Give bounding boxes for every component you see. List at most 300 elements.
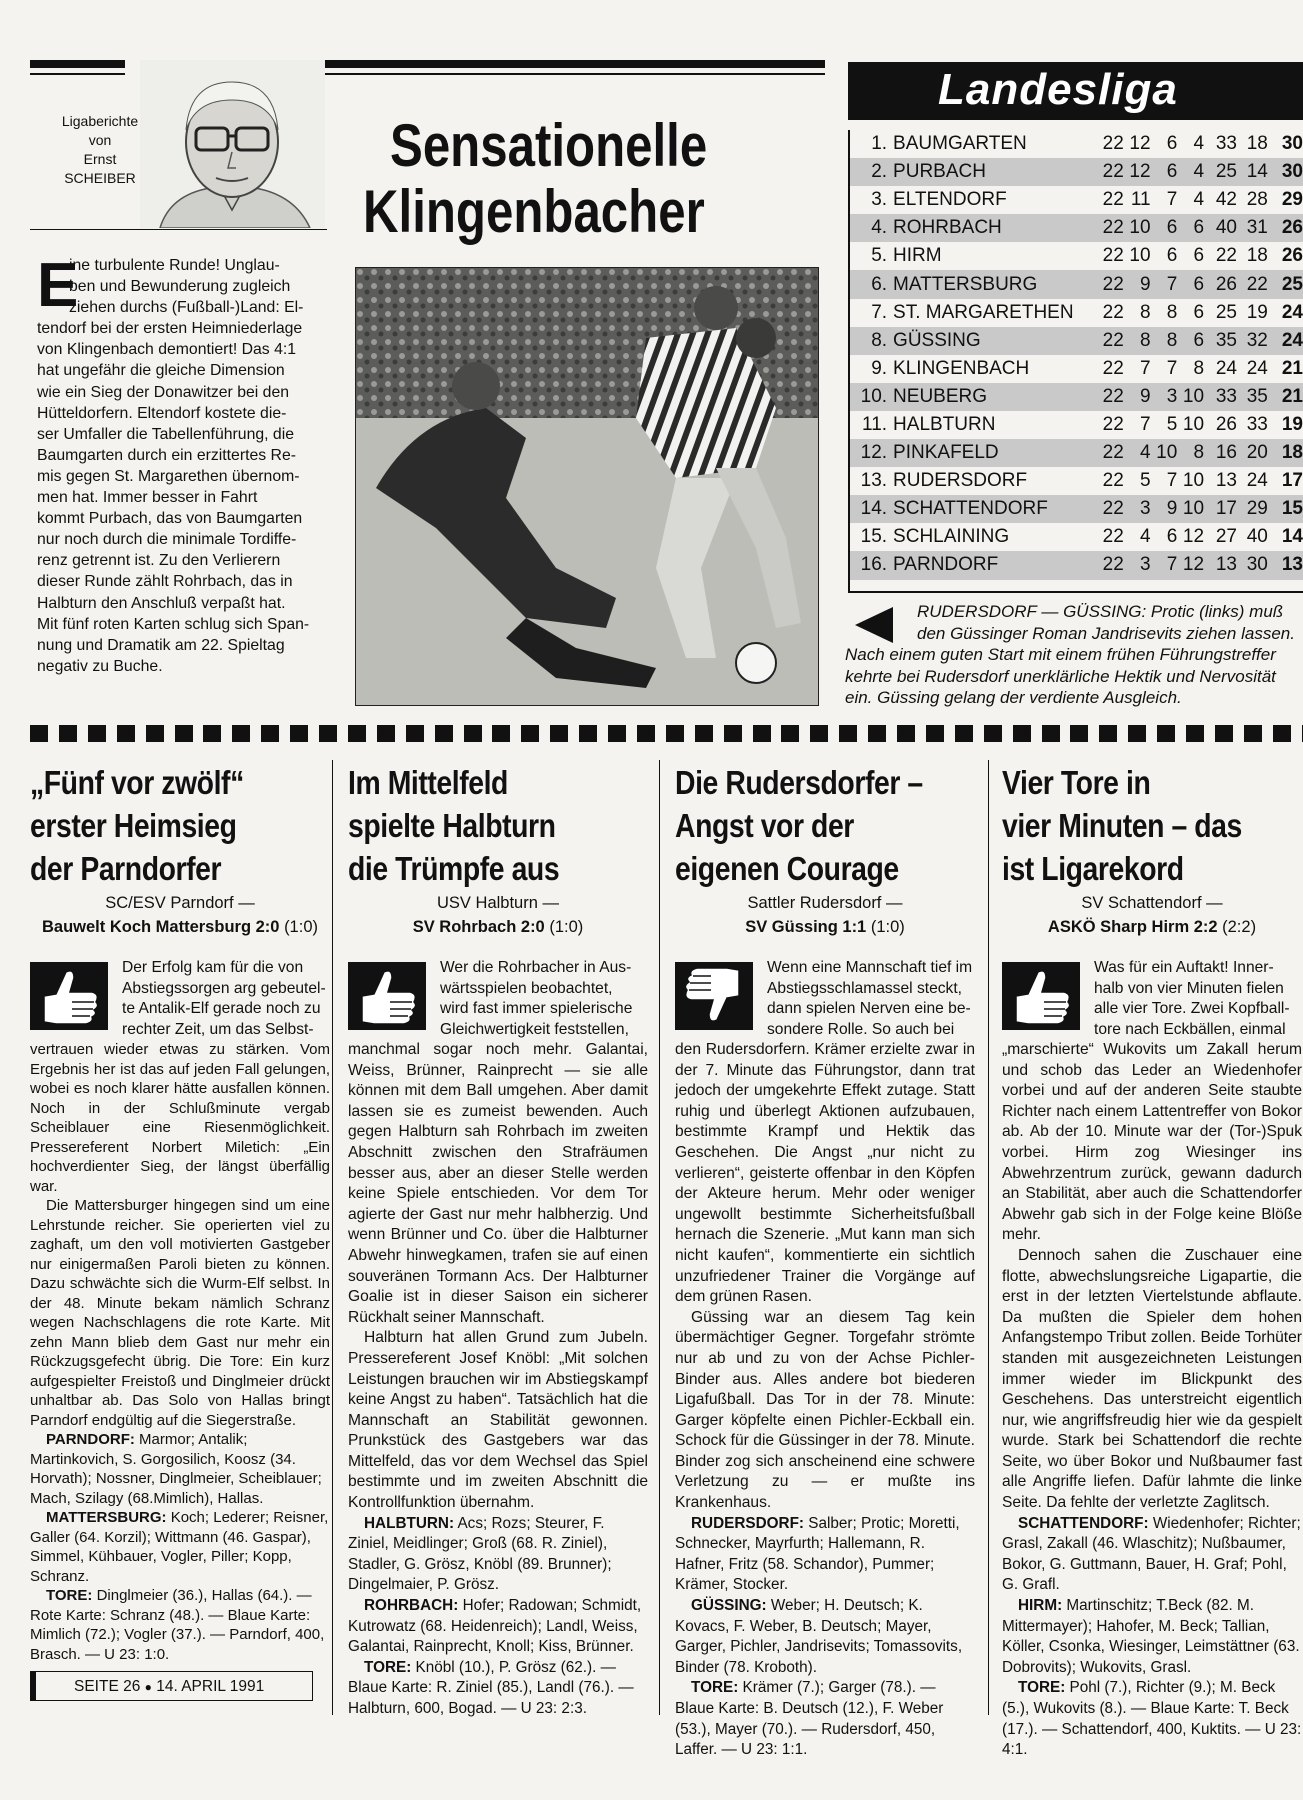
- standings-row: [850, 383, 1303, 411]
- intro-line: Hütteldorfern. Eltendorf kostete die-: [37, 404, 287, 422]
- standings-w: 10: [1129, 245, 1151, 267]
- standings-d: 7: [1151, 551, 1178, 579]
- article-paragraph: „marschierte“ Wukovits um Zakall herum und schob das Leder an Wiedenhofer vorbei und auf der anderen Seite staubte Richter nach einem Lattentreffer von Bokor ab. Ab der 10. Minute war der (Tor-)Spuk vorbei. Hirm zog Wiesinger ins Abwehrzentrum zurück, gewann dadurch an Stabilität, aber auch die Schattendorfer Abwehr gab sich in der Folge keine Blöße mehr.: [1002, 1041, 1302, 1244]
- separator-square: [261, 725, 279, 742]
- intro-text: [37, 251, 327, 677]
- standings-gf: 27: [1215, 526, 1237, 548]
- article-lead: [440, 958, 648, 1040]
- separator-square: [146, 725, 164, 742]
- standings-row: [850, 186, 1303, 214]
- standings-ga: 24: [1246, 470, 1268, 492]
- standings-l: 4: [1193, 189, 1205, 211]
- separator-square: [897, 725, 915, 742]
- caption-line: RUDERSDORF — GÜSSING: Protic (links) muß: [917, 602, 1284, 621]
- article-lead-line: Abstiegssorgen arg gebeutel-: [122, 979, 326, 997]
- standings-pts: 19: [1281, 413, 1303, 435]
- standings-gf: 25: [1215, 301, 1237, 323]
- intro-line: hat ungefähr die gleiche Dimension: [37, 362, 285, 380]
- match-result-line: [675, 915, 975, 939]
- standings-team: ST. MARGARETHEN: [893, 301, 1074, 323]
- separator-square: [1070, 725, 1088, 742]
- standings-d: 7: [1151, 270, 1178, 298]
- league-table: [848, 130, 1303, 593]
- standings-w: 4: [1124, 439, 1151, 467]
- intro-line: wie ein Sieg der Donawitzer bei den: [37, 383, 290, 401]
- separator-square: [435, 725, 453, 742]
- standings-pts: 25: [1268, 270, 1303, 298]
- standings-g: 22: [1089, 551, 1124, 579]
- standings-g: 22: [1102, 413, 1124, 435]
- thumbs-down-icon: [675, 962, 753, 1030]
- article-lead-line: Wenn eine Mannschaft tief im: [767, 959, 973, 976]
- standings-ga: 24: [1246, 357, 1268, 379]
- standings-row: [850, 551, 1303, 579]
- standings-team: RUDERSDORF: [893, 470, 1028, 492]
- separator-square: [810, 725, 828, 742]
- standings-pts: 21: [1268, 383, 1303, 411]
- article-lead-line: Abstiegsschlamassel steckt,: [767, 979, 962, 997]
- standings-rank: 12.: [850, 439, 887, 467]
- separator-square: [1099, 725, 1117, 742]
- bullet: ●: [144, 1680, 152, 1694]
- standings-l: 10: [1182, 413, 1205, 435]
- article-lead-line: Was für ein Auftakt! Inner-: [1094, 959, 1274, 976]
- standings-rank: 14.: [850, 495, 887, 523]
- photo-caption: [845, 601, 1303, 709]
- caption-line: ein. Güssing gelang der verdiente Ausgleich.: [845, 688, 1182, 707]
- article-headline-line: Im Mittelfeld: [348, 764, 508, 801]
- standings-pts: 24: [1268, 327, 1303, 355]
- standings-team: BAUMGARTEN: [893, 133, 1027, 155]
- article-paragraph: vertrauen wieder etwas zu stärken. Vom Ergebnis her ist das auf jeden Fall gelungen, wobei es noch klarer hätte ausfallen können. Noch in der Schlußminute vergab Scheiblauer eine Riesenmöglichkeit. Pressereferent Norbert Miletich: „Ein hochverdienter Sieg, der längst überfällig war.: [30, 1041, 330, 1195]
- article-paragraph: Halbturn hat allen Grund zum Jubeln. Pressereferent Josef Knöbl: „Mit solchen Leistungen brauchen wir im Abstiegskampf keine Angst zu haben“. Tatsächlich hat die Mannschaft an Stabilität gewonnen. Prunkstück des Gastgebers war das Mittelfeld, das vor dem Wechsel das Spiel bestimmte und im zweiten Abschnitt die Kontrollfunktion übernahm.: [348, 1329, 648, 1512]
- separator-square: [117, 725, 135, 742]
- standings-rank: 1.: [871, 133, 888, 155]
- standings-ga: 14: [1237, 158, 1268, 186]
- article-headline-line: vier Minuten – das: [1002, 807, 1242, 844]
- standings-l: 6: [1193, 301, 1205, 323]
- standings-pts: 21: [1281, 357, 1303, 379]
- byline: [50, 112, 150, 188]
- standings-rank: 7.: [871, 301, 888, 323]
- article-headline-line: Die Rudersdorfer –: [675, 764, 923, 801]
- article-lead-line: wird fast immer spielerische: [440, 1000, 633, 1018]
- separator-square: [666, 725, 684, 742]
- article-lead-line: alle vier Tore. Zwei Kopfball-: [1094, 1000, 1290, 1018]
- standings-rank: 6.: [850, 270, 887, 298]
- standings-d: 10: [1151, 439, 1178, 467]
- standings-gf: 40: [1204, 214, 1237, 242]
- intro-line: ziehen durchs (Fußball-)Land: El-: [69, 299, 304, 317]
- intro-line: nung und Dramatik am 22. Spieltag: [37, 636, 285, 654]
- standings-rank: 11.: [862, 413, 888, 435]
- match-teams-line: USV Halbturn —: [437, 894, 559, 912]
- intro-line: dieser Runde zählt Rohrbach, das in: [37, 573, 293, 591]
- thumbs-up-icon: [1002, 962, 1080, 1030]
- issue-date: 14. APRIL 1991: [156, 1678, 265, 1695]
- author-portrait: [140, 60, 325, 228]
- standings-d: 9: [1151, 495, 1178, 523]
- standings-g: 22: [1089, 439, 1124, 467]
- column-rule: [988, 760, 989, 1715]
- standings-ga: 28: [1246, 189, 1268, 211]
- article-lead-line: wärtsspielen beobachtet,: [440, 979, 613, 997]
- caption-line: Nach einem guten Start mit einem frühen Führungstreffer: [845, 645, 1276, 664]
- standings-team: PINKAFELD: [887, 439, 1089, 467]
- standings-l: 12: [1177, 551, 1204, 579]
- article-paragraph: Güssing war an diesem Tag kein übermächtiger Gegner. Torgefahr strömte nur ab und zu von der Achse Pichler-Binder aus. Alles andere bot biederen Ligafußball. Das Tor in der 78. Minute: Garger köpfelte einen Pichler-Eckball ein. Schock für die Güssinger in der 78. Minute. Binder zog sich anscheinend eine schwere Verletzung zu — er mußte ins Krankenhaus.: [675, 1308, 975, 1512]
- standings-g: 22: [1102, 301, 1124, 323]
- byline-line: Ligaberichte: [61, 113, 139, 129]
- standings-gf: 13: [1215, 470, 1237, 492]
- halftime-score: (1:0): [870, 918, 905, 936]
- standings-d: 6: [1166, 133, 1178, 155]
- league-title-bar: [848, 62, 1303, 120]
- article-headline-line: die Trümpfe aus: [348, 850, 560, 887]
- article-headline-line: der Parndorfer: [30, 850, 222, 887]
- page-footer: [30, 1671, 313, 1701]
- separator-square: [868, 725, 886, 742]
- standings-gf: 25: [1204, 158, 1237, 186]
- standings-team: SCHATTENDORF: [887, 495, 1089, 523]
- match-result-line: [30, 915, 330, 939]
- article-lead: [767, 958, 975, 1040]
- standings-ga: 20: [1237, 439, 1268, 467]
- separator-square: [1215, 725, 1233, 742]
- team-lineup: PARNDORF: Marmor; Antalik; Martinkovich, S. Gorgosilich, Koosz (34. Horvath); Nossner, Dinglmeier, Scheiblauer; Mach, Szilagy (68.Mimlich), Hallas.: [30, 1431, 322, 1507]
- standings-w: 7: [1139, 413, 1151, 435]
- standings-l: 4: [1193, 133, 1205, 155]
- team-lineup: GÜSSING: Weber; H. Deutsch; K. Kovacs, F. Weber, B. Deutsch; Mayer, Garger, Pichler, Jandrisevits; Tomassovits, Binder (78. Kroboth).: [675, 1597, 963, 1676]
- standings-team: ROHRBACH: [887, 214, 1089, 242]
- standings-pts: 26: [1281, 245, 1303, 267]
- top-rule-left-2: [30, 73, 125, 75]
- separator-square: [724, 725, 742, 742]
- separator-square: [1013, 725, 1031, 742]
- article-lead-line: Wer die Rohrbacher in Aus-: [440, 959, 632, 976]
- separator-square: [1157, 725, 1175, 742]
- separator-square: [695, 725, 713, 742]
- intro-line: mis gegen St. Margarethen übernom-: [37, 467, 300, 485]
- byline-line: Ernst: [83, 151, 117, 167]
- article-paragraph: Die Mattersburger hingegen sind um eine Lehrstunde reicher. Sie operierten viel zu zaghaft, um den voll motivierten Gastgeber nur einigermaßen Paroli bieten zu können. Dazu schwächte sich die Wurm-Elf selbst. In der 48. Minute bekam nämlich Schranz wegen Nachschlagens die rote Karte. Mit zehn Mann blieb dem Gast nur mehr ein Rückzugsgefecht übrig. Die Tore: Ein kurz aufgespielter Freistoß und Dinglmeier drückt unhaltbar ab. Das Solo von Hallas bringt Parndorf endgültig auf die Siegerstraße.: [30, 1197, 330, 1429]
- standings-row: [850, 411, 1303, 439]
- standings-ga: 35: [1237, 383, 1268, 411]
- standings-gf: 13: [1204, 551, 1237, 579]
- article-headline-line: „Fünf vor zwölf“: [30, 764, 244, 801]
- match-photo: [355, 267, 819, 706]
- halftime-score: (1:0): [284, 918, 318, 936]
- article-lead-line: sondere Rolle. So auch bei: [767, 1020, 955, 1038]
- standings-g: 22: [1102, 526, 1124, 548]
- standings-row: [850, 495, 1303, 523]
- intro-line: ben und Bewunderung zugleich: [69, 278, 291, 296]
- standings-team: GÜSSING: [887, 327, 1089, 355]
- team-lineup: SCHATTENDORF: Wiedenhofer; Richter; Grasl, Zakall (46. Wlaschitz); Nußbaumer, Bokor, G. Guttmann, Bauer, H. Graf; Pohl, G. Grafl.: [1002, 1514, 1301, 1594]
- standings-d: 7: [1166, 470, 1178, 492]
- team-lineup: HALBTURN: Acs; Rozs; Steurer, F. Ziniel, Meidlinger; Groß (68. R. Ziniel), Stadler, G. Grösz, Knöbl (89. Brunner); Dingelmaier, P. Grösz.: [348, 1514, 612, 1594]
- caption-line: kehrte bei Rudersdorf unerklärliche Hektik und Nervosität: [845, 666, 1276, 686]
- standings-rank: 2.: [850, 158, 887, 186]
- intro-line: ine turbulente Runde! Unglau-: [69, 257, 280, 274]
- article-lead-line: halb von vier Minuten fielen: [1094, 979, 1284, 997]
- standings-g: 22: [1089, 270, 1124, 298]
- team-lineup: RUDERSDORF: Salber; Protic; Moretti, Schnecker, Mayrfurth; Hallemann, R. Hafner, Fritz (58. Schandor), Pummer; Krämer, Stocker.: [675, 1514, 960, 1594]
- standings-w: 3: [1124, 495, 1151, 523]
- separator-square: [608, 725, 626, 742]
- standings-ga: 29: [1237, 495, 1268, 523]
- match-teams-line: SC/ESV Parndorf —: [105, 894, 255, 912]
- standings-g: 22: [1102, 133, 1124, 155]
- standings-pts: 15: [1268, 495, 1303, 523]
- separator-square: [1042, 725, 1060, 742]
- halftime-score: (2:2): [1222, 918, 1257, 936]
- standings-w: 11: [1130, 189, 1151, 211]
- standings-row: [850, 158, 1303, 186]
- league-title: Landesliga: [938, 65, 1178, 114]
- standings-team: MATTERSBURG: [887, 270, 1089, 298]
- separator-square: [753, 725, 771, 742]
- standings-gf: 26: [1204, 270, 1237, 298]
- match-facts: TORE: Krämer (7.); Garger (78.). — Blaue Karte: B. Deutsch (12.), F. Weber (53.), Mayer (70.). — Rudersdorf, 450, Laffer. — U 23: 1:1.: [675, 1679, 944, 1759]
- intro-line: tendorf bei der ersten Heimniederlage: [37, 320, 303, 338]
- standings-g: 22: [1089, 158, 1124, 186]
- article-paragraph: manchmal sogar noch mehr. Galantai, Weiss, Brünner, Rainprecht — sie alle können mit dem Ball umgehen. Aber damit lassen sie es zumeist bewenden. Auch gegen Halbturn sah Rohrbach im zweiten Abschnitt zwischen den Strafräumen besser aus, aber an dieser Stelle werden keine Spiele entschieden. Vor dem Tor agierte der Gast nur mehr halbherzig. Und wenn Brünner und Co. über die Halbturner Abwehr hinwegkamen, trafen sie auf einen souveränen Tormann Acs. Der Halbturner Goalie ist in dieser Saison ein sicherer Rückhalt seiner Mannschaft.: [348, 1041, 648, 1326]
- article-lead: [1094, 958, 1302, 1040]
- match-result: SV Güssing 1:1: [745, 918, 867, 936]
- standings-d: 3: [1151, 383, 1178, 411]
- separator-square: [1186, 725, 1204, 742]
- standings-d: 6: [1166, 245, 1178, 267]
- article-headline-line: eigenen Courage: [675, 850, 899, 887]
- separator-square: [1244, 725, 1262, 742]
- standings-g: 22: [1102, 357, 1124, 379]
- article-lead-line: te Antalik-Elf gerade noch zu: [122, 1000, 321, 1018]
- separator-square: [550, 725, 568, 742]
- thumbs-up-icon: [348, 962, 426, 1030]
- standings-gf: 17: [1204, 495, 1237, 523]
- main-headline-line: Sensationelle: [390, 112, 708, 179]
- standings-g: 22: [1102, 245, 1124, 267]
- standings-w: 8: [1139, 301, 1151, 323]
- separator-square: [406, 725, 424, 742]
- drop-cap: E: [37, 251, 79, 320]
- standings-g: 22: [1089, 214, 1124, 242]
- standings-rank: 3.: [871, 189, 888, 211]
- separator-square: [781, 725, 799, 742]
- separator-square: [1128, 725, 1146, 742]
- main-headline-line: Klingenbacher: [363, 178, 705, 245]
- standings-l: 12: [1182, 526, 1205, 548]
- article-headline-line: ist Ligarekord: [1002, 850, 1184, 887]
- separator-square: [203, 725, 221, 742]
- standings-ga: 30: [1237, 551, 1268, 579]
- separator-square: [175, 725, 193, 742]
- intro-line: ser Umfaller die Tabellenführung, die: [37, 425, 294, 443]
- standings-l: 4: [1177, 158, 1204, 186]
- intro-line: negativ zu Buche.: [37, 657, 163, 675]
- standings-l: 10: [1177, 383, 1204, 411]
- standings-ga: 22: [1237, 270, 1268, 298]
- match-facts: TORE: Knöbl (10.), P. Grösz (62.). — Blaue Karte: R. Ziniel (85.), Landl (76.). — Halbturn, 600, Bogad. — U 23: 2:3.: [348, 1658, 634, 1717]
- standings-row: [850, 214, 1303, 242]
- separator-square: [59, 725, 77, 742]
- separator-square: [88, 725, 106, 742]
- standings-g: 22: [1089, 383, 1124, 411]
- standings-gf: 16: [1204, 439, 1237, 467]
- top-rule-mid-2: [298, 73, 825, 75]
- article-lead-line: rechter Zeit, um das Selbst-: [122, 1020, 314, 1038]
- intro-line: Halbturn den Anschluß verpaßt hat.: [37, 594, 286, 612]
- match-teams-line: Sattler Rudersdorf —: [747, 894, 903, 912]
- match-result-line: [348, 915, 648, 939]
- standings-w: 12: [1129, 133, 1151, 155]
- standings-l: 8: [1193, 357, 1205, 379]
- standings-g: 22: [1102, 189, 1124, 211]
- team-lineup: MATTERSBURG: Koch; Lederer; Reisner, Galler (64. Korzil); Wittmann (46. Gaspar), Simmel, Kühbauer, Vogler, Piller; Kopp, Schranz.: [30, 1509, 329, 1585]
- match-teams-line: SV Schattendorf —: [1081, 894, 1223, 912]
- team-lineup: ROHRBACH: Hofer; Radowan; Schmidt, Kutrowatz (68. Heidenreich); Landl, Weiss, Galantai, Rainprecht, Knoll; Kiss, Brünner.: [348, 1597, 642, 1656]
- separator-square: [955, 725, 973, 742]
- intro-line: kommt Purbach, das von Baumgarten: [37, 510, 303, 528]
- standings-l: 10: [1177, 495, 1204, 523]
- byline-line: SCHEIBER: [64, 170, 136, 186]
- standings-w: 5: [1139, 470, 1151, 492]
- standings-gf: 42: [1215, 189, 1237, 211]
- standings-team: ELTENDORF: [893, 189, 1007, 211]
- standings-g: 22: [1089, 495, 1124, 523]
- match-result-line: [1002, 915, 1302, 939]
- match-facts: TORE: Pohl (7.), Richter (9.); M. Beck (5.), Wukovits (8.). — Blaue Karte: T. Beck (17.). — Schattendorf, 400, Kuktits. — U 23: 4:1.: [1002, 1679, 1302, 1759]
- standings-pts: 14: [1281, 526, 1303, 548]
- standings-pts: 24: [1281, 301, 1303, 323]
- standings-g: 22: [1102, 470, 1124, 492]
- separator-square: [492, 725, 510, 742]
- standings-w: 9: [1124, 270, 1151, 298]
- halftime-score: (1:0): [549, 918, 584, 936]
- standings-ga: 40: [1246, 526, 1268, 548]
- standings-ga: 19: [1246, 301, 1268, 323]
- standings-rank: 8.: [850, 327, 887, 355]
- article-paragraph: Dennoch sahen die Zuschauer eine flotte, abwechslungsreiche Ligapartie, die erst in der letzten Viertelstunde abflaute. Da mußten die Spieler dem hohen Anfangstempo Tribut zollen. Beide Torhüter standen mit ausgezeichneten Leistungen immer wieder im Blickpunkt des Geschehens. Das unterstreicht eigentlich nur, wie angriffsfreudig hier wie da gespielt wurde. Stark bei Schattendorf die rechte Seite, wo über Bokor und Nußbaumer fast alle Angriffe liefen. Dafür lahmte die linke Seite. Da fehlte der verletzte Zaglitsch.: [1002, 1246, 1302, 1512]
- intro-article: [37, 251, 327, 677]
- standings-rank: 15.: [860, 526, 888, 548]
- intro-line: men hat. Immer besser in Fahrt: [37, 489, 258, 507]
- standings-row: [850, 242, 1303, 270]
- standings-team: HALBTURN: [893, 413, 996, 435]
- standings-gf: 24: [1215, 357, 1237, 379]
- standings-gf: 22: [1215, 245, 1237, 267]
- standings-gf: 26: [1215, 413, 1237, 435]
- match-result: SV Rohrbach 2:0: [412, 918, 545, 936]
- standings-row: [850, 130, 1303, 158]
- standings-d: 5: [1166, 413, 1178, 435]
- standings-table: [850, 130, 1303, 580]
- article-headline-line: Vier Tore in: [1002, 764, 1151, 801]
- standings-team: PARNDORF: [887, 551, 1089, 579]
- standings-team: NEUBERG: [887, 383, 1089, 411]
- article-body: [30, 1040, 330, 1664]
- article-lead-line: Gleichwertigkeit feststellen,: [440, 1020, 629, 1038]
- standings-gf: 35: [1204, 327, 1237, 355]
- standings-d: 8: [1166, 301, 1178, 323]
- standings-pts: 26: [1268, 214, 1303, 242]
- thumbs-up-icon: [30, 962, 108, 1030]
- article-body: [675, 1040, 975, 1761]
- article-lead-line: tore nach Eckbällen, einmal: [1094, 1020, 1286, 1038]
- standings-w: 8: [1124, 327, 1151, 355]
- standings-gf: 33: [1204, 383, 1237, 411]
- standings-d: 7: [1166, 357, 1178, 379]
- standings-row: [850, 299, 1303, 327]
- standings-rank: 9.: [871, 357, 888, 379]
- top-rule-mid: [298, 60, 825, 68]
- column-rule: [332, 760, 333, 1715]
- standings-l: 6: [1177, 327, 1204, 355]
- intro-line: nur noch durch die minimale Tordiffe-: [37, 531, 297, 549]
- separator-square: [464, 725, 482, 742]
- standings-d: 8: [1151, 327, 1178, 355]
- standings-row: [850, 467, 1303, 495]
- article-body: [1002, 1040, 1302, 1761]
- standings-w: 3: [1124, 551, 1151, 579]
- standings-team: SCHLAINING: [893, 526, 1010, 548]
- standings-team: KLINGENBACH: [893, 357, 1030, 379]
- standings-w: 9: [1124, 383, 1151, 411]
- separator-square: [290, 725, 308, 742]
- standings-ga: 18: [1246, 133, 1268, 155]
- match-result: Bauwelt Koch Mattersburg 2:0: [42, 918, 280, 936]
- separator-square: [1273, 725, 1291, 742]
- standings-rank: 13.: [860, 470, 888, 492]
- caption-line: den Güssinger Roman Jandrisevits ziehen lassen.: [917, 623, 1295, 643]
- separator-square: [377, 725, 395, 742]
- separator-square: [984, 725, 1002, 742]
- standings-d: 6: [1151, 214, 1178, 242]
- article-headline-line: spielte Halbturn: [348, 807, 556, 844]
- standings-row: [850, 327, 1303, 355]
- separator-square: [637, 725, 655, 742]
- standings-pts: 13: [1268, 551, 1303, 579]
- byline-line: von: [88, 132, 112, 148]
- article-lead-line: dann spielen Nerven eine be-: [767, 1000, 971, 1018]
- standings-pts: 30: [1281, 133, 1303, 155]
- standings-rank: 10.: [850, 383, 887, 411]
- standings-pts: 29: [1281, 189, 1303, 211]
- match-facts: TORE: Dinglmeier (36.), Hallas (64.). — Rote Karte: Schranz (48.). — Blaue Karte: Mimlich (72.); Vogler (37.). — Parndorf, 400, Brasch. — U 23: 1:0.: [30, 1587, 325, 1663]
- standings-d: 6: [1151, 158, 1178, 186]
- separator-square: [839, 725, 857, 742]
- standings-ga: 32: [1237, 327, 1268, 355]
- standings-rank: 16.: [850, 551, 887, 579]
- article-headline-line: erster Heimsieg: [30, 807, 237, 844]
- column-rule: [659, 760, 660, 1715]
- standings-l: 6: [1177, 270, 1204, 298]
- standings-rank: 5.: [871, 245, 888, 267]
- article-lead-line: Der Erfolg kam für die von: [122, 959, 304, 976]
- standings-row: [850, 270, 1303, 298]
- intro-line: von Klingenbach demontiert! Das 4:1: [37, 341, 297, 359]
- standings-d: 7: [1166, 189, 1178, 211]
- standings-row: [850, 355, 1303, 383]
- separator-square: [926, 725, 944, 742]
- intro-line: Mit fünf roten Karten schlug sich Span-: [37, 615, 310, 633]
- standings-ga: 33: [1246, 413, 1268, 435]
- standings-pts: 30: [1268, 158, 1303, 186]
- standings-rank: 4.: [850, 214, 887, 242]
- standings-w: 10: [1124, 214, 1151, 242]
- main-headline: [360, 113, 800, 245]
